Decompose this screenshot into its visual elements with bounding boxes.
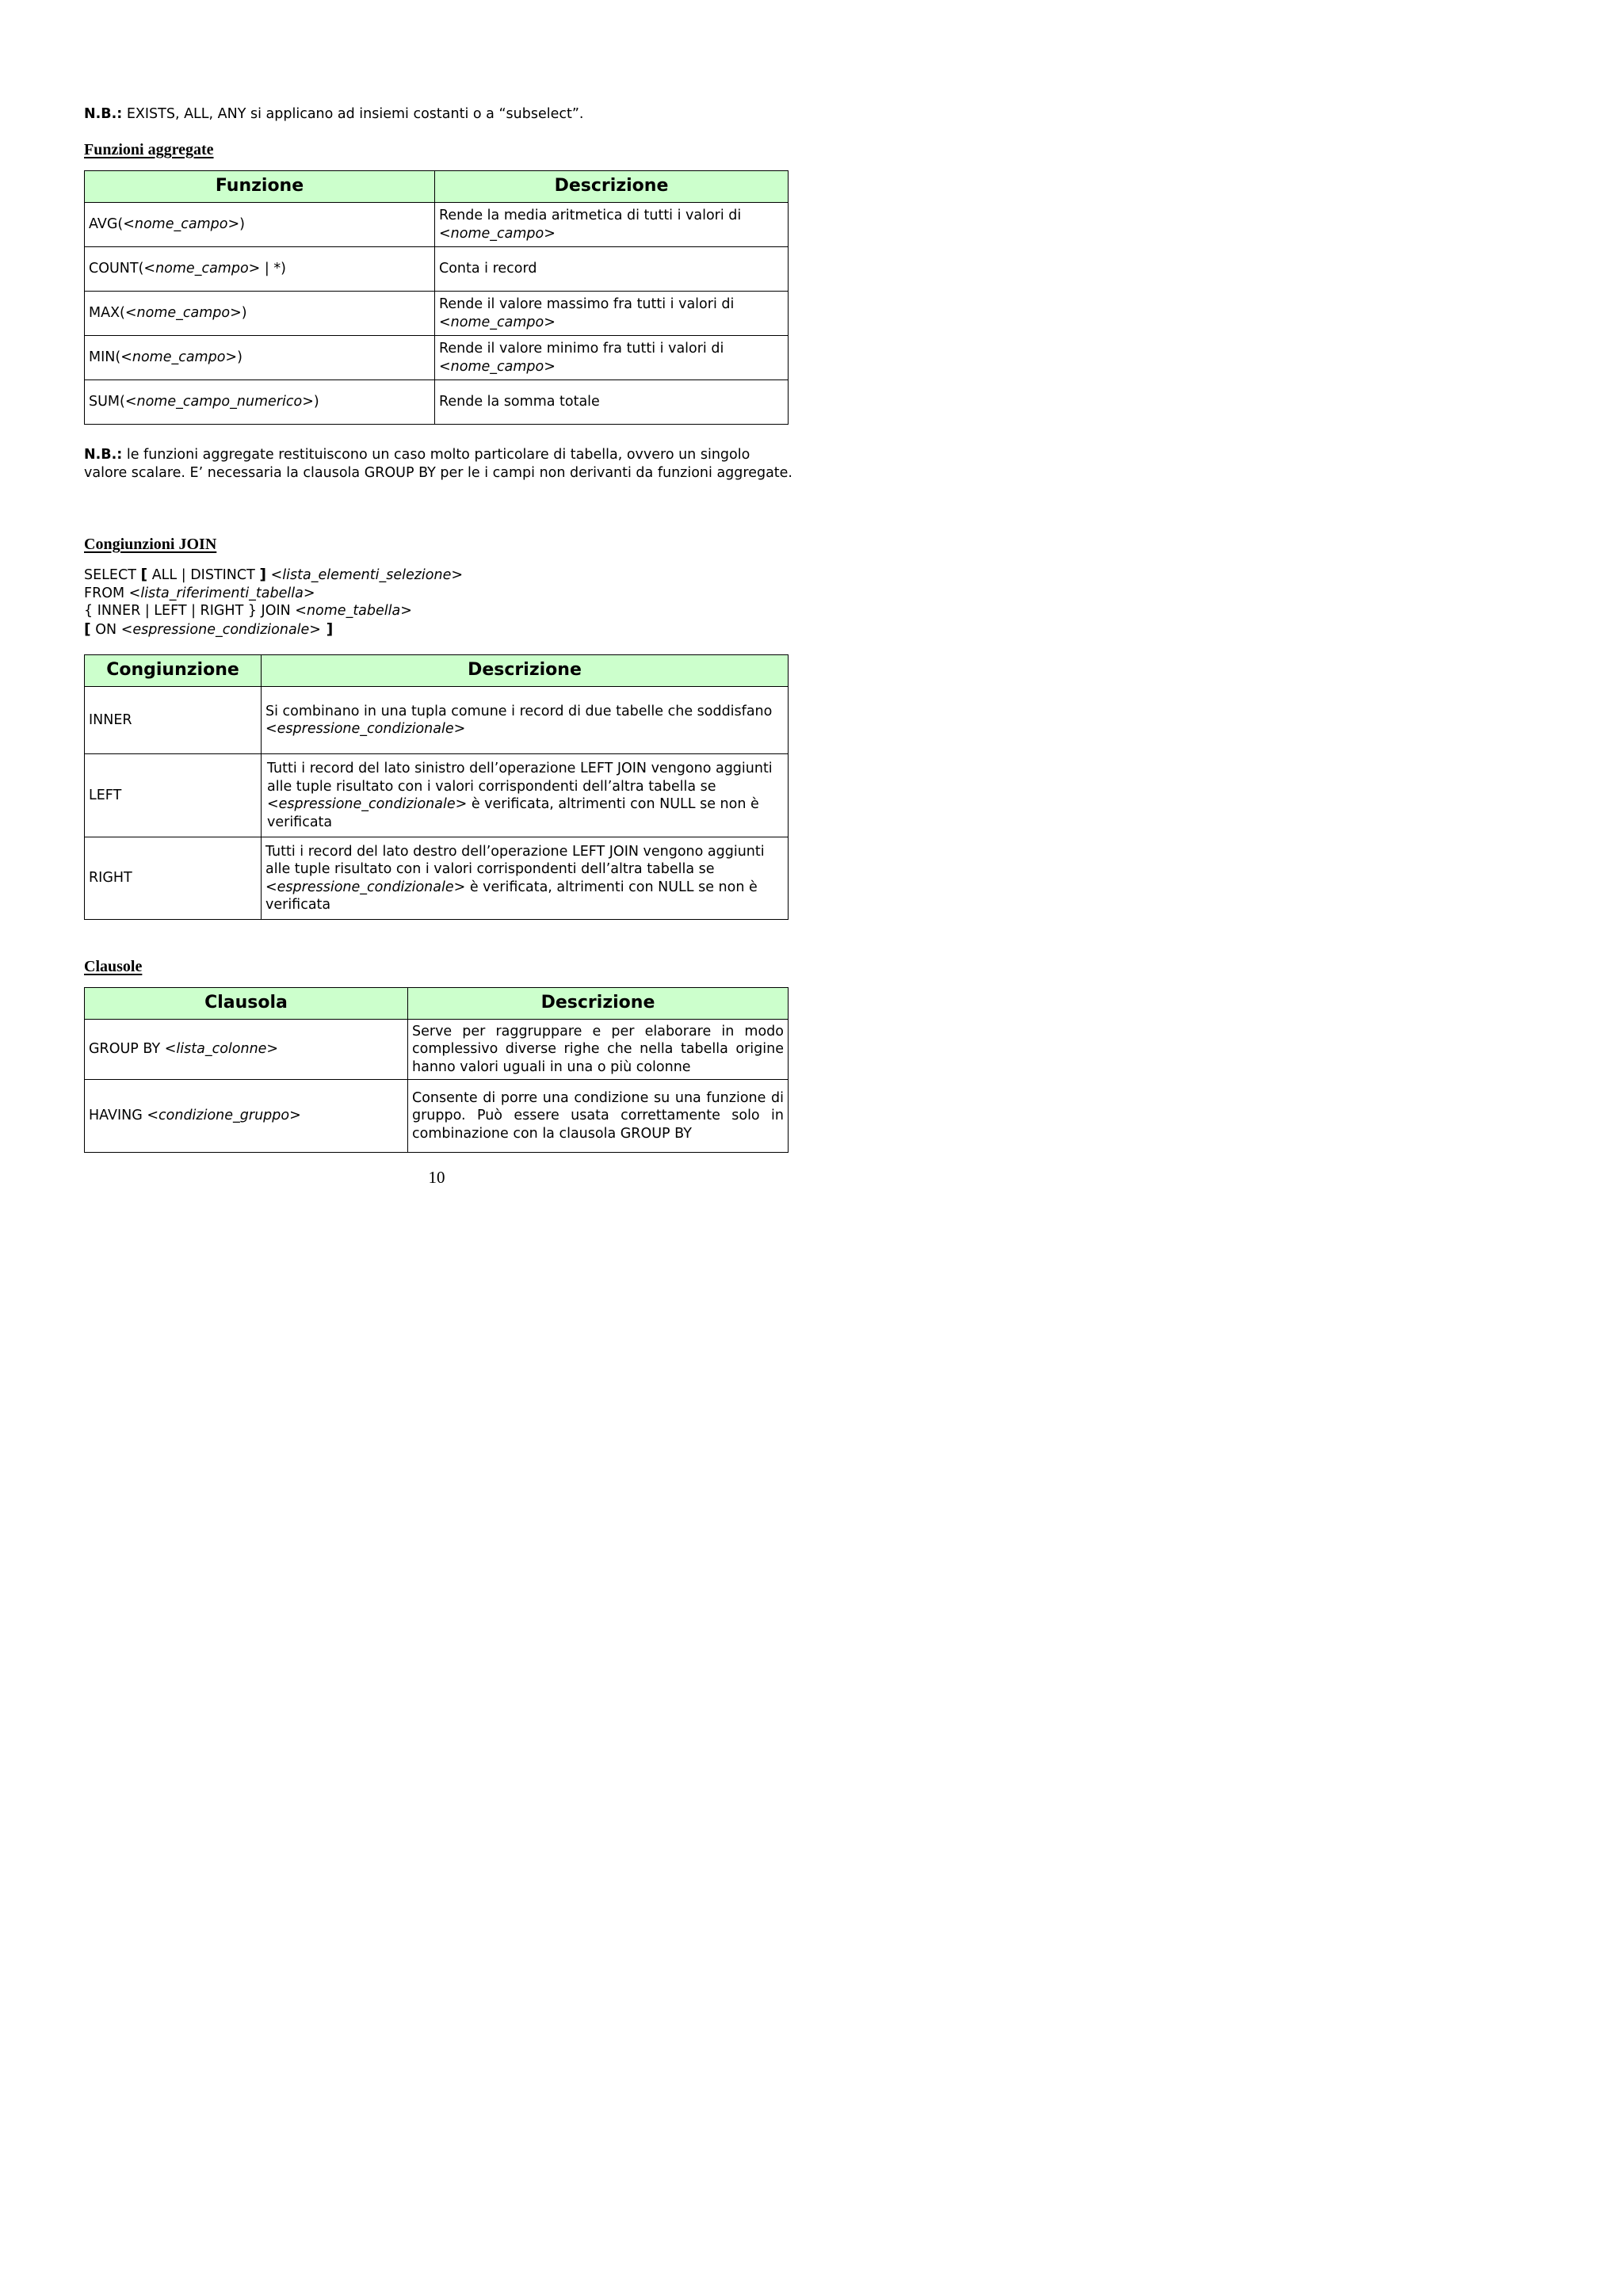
note-text: le funzioni aggregate restituiscono un caso molto particolare di tabella, ovvero un singolo valore scalare. E’ necessaria la clausola GROUP BY per le i campi non derivanti da funzioni aggregate. [84, 447, 792, 481]
join-table [84, 654, 789, 920]
join-type-cell: LEFT [85, 754, 262, 837]
table-row [85, 336, 789, 380]
join-type-cell: RIGHT [85, 837, 262, 920]
syntax-line-join: { INNER | LEFT | RIGHT } JOIN <nome_tabella> [84, 603, 412, 619]
aggregate-functions-table [84, 170, 789, 425]
table-row [85, 380, 789, 425]
clause-cell: HAVING <condizione_gruppo> [85, 1080, 408, 1153]
syntax-line-select: SELECT [ ALL | DISTINCT ] <lista_elementi_selezione> [84, 566, 464, 583]
description-cell: Consente di porre una condizione su una funzione di gruppo. Può essere usata correttamente solo in combinazione con la clausola GROUP BY [408, 1080, 789, 1153]
function-cell: MIN(<nome_campo>) [85, 336, 435, 380]
table-header-row [85, 655, 789, 687]
header-clausola: Clausola [85, 988, 408, 1020]
description-cell: Tutti i record del lato sinistro dell’operazione LEFT JOIN vengono aggiunti alle tuple risultato con i valori corrispondenti dell’altra tabella se <espressione_condizionale> è verificata, altrimenti con NULL se non è verificata [262, 754, 789, 837]
table-row [85, 203, 789, 247]
note-label: N.B.: [84, 447, 123, 463]
table-row [85, 1020, 789, 1080]
description-cell: Tutti i record del lato destro dell’operazione LEFT JOIN vengono aggiunti alle tuple risultato con i valori corrispondenti dell’altra tabella se <espressione_condizionale> è verificata, altrimenti con NULL se non è verificata [262, 837, 789, 920]
function-cell: MAX(<nome_campo>) [85, 292, 435, 336]
table-header-row [85, 988, 789, 1020]
section-heading-aggregate: Funzioni aggregate [84, 141, 214, 158]
table-header-row [85, 171, 789, 203]
header-descrizione: Descrizione [408, 988, 789, 1020]
function-cell: AVG(<nome_campo>) [85, 203, 435, 247]
function-cell: COUNT(<nome_campo> | *) [85, 247, 435, 292]
description-cell: Rende la somma totale [435, 380, 789, 425]
header-congiunzione: Congiunzione [85, 655, 262, 687]
header-funzione: Funzione [85, 171, 435, 203]
table-row [85, 687, 789, 754]
description-cell: Si combinano in una tupla comune i record di due tabelle che soddisfano <espressione_condizionale> [262, 687, 789, 754]
section-heading-clauses: Clausole [84, 958, 143, 975]
join-type-cell: INNER [85, 687, 262, 754]
section-heading-join: Congiunzioni JOIN [84, 536, 217, 553]
description-cell: Rende il valore massimo fra tutti i valori di <nome_campo> [435, 292, 789, 336]
syntax-line-from: FROM <lista_riferimenti_tabella> [84, 585, 315, 601]
description-cell: Rende il valore minimo fra tutti i valori di <nome_campo> [435, 336, 789, 380]
note-exists [84, 105, 797, 124]
note-aggregate [84, 446, 797, 482]
join-syntax [84, 566, 797, 639]
syntax-line-on: [ ON <espressione_condizionale> ] [84, 620, 334, 638]
clause-cell: GROUP BY <lista_colonne> [85, 1020, 408, 1080]
header-descrizione: Descrizione [262, 655, 789, 687]
clauses-table [84, 987, 789, 1153]
table-row [85, 292, 789, 336]
page-number: 10 [428, 1168, 445, 1187]
function-cell: SUM(<nome_campo_numerico>) [85, 380, 435, 425]
table-row [85, 1080, 789, 1153]
table-row [85, 247, 789, 292]
table-row [85, 754, 789, 837]
note-text: EXISTS, ALL, ANY si applicano ad insiemi costanti o a “subselect”. [122, 106, 584, 122]
description-cell: Rende la media aritmetica di tutti i valori di <nome_campo> [435, 203, 789, 247]
description-cell: Conta i record [435, 247, 789, 292]
description-cell: Serve per raggruppare e per elaborare in modo complessivo diverse righe che nella tabella origine hanno valori uguali in una o più colonne [408, 1020, 789, 1080]
note-label: N.B.: [84, 106, 123, 122]
table-row [85, 837, 789, 920]
header-descrizione: Descrizione [435, 171, 789, 203]
